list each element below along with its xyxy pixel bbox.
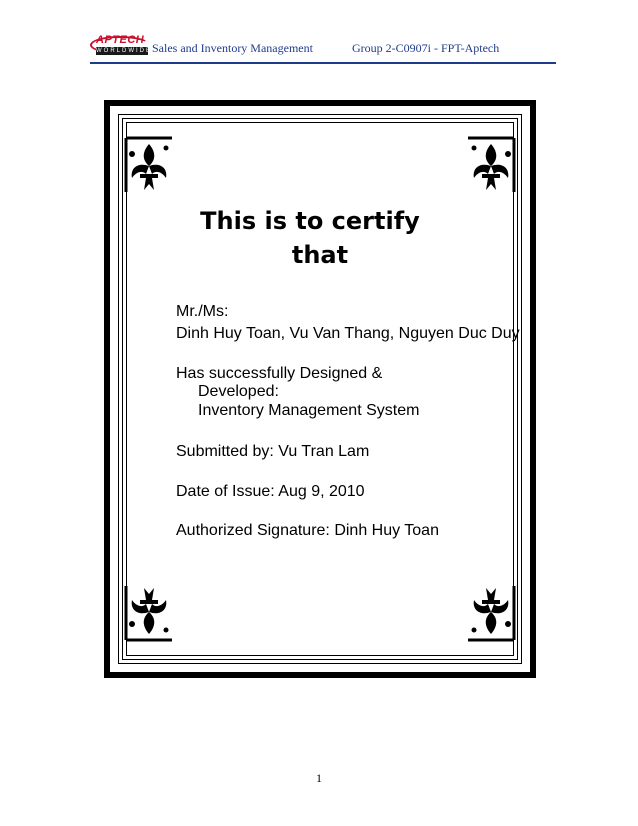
project-name: Inventory Management System [198, 402, 420, 419]
authorized-signature: Authorized Signature: Dinh Huy Toan [176, 522, 439, 539]
header-rule [90, 62, 556, 64]
fleur-de-lis-icon [464, 582, 518, 644]
fleur-de-lis-icon [122, 134, 176, 196]
border-line [126, 122, 514, 656]
fleur-de-lis-icon [464, 134, 518, 196]
achievement-line1: Has successfully Designed & [176, 365, 383, 382]
submitted-by: Submitted by: Vu Tran Lam [176, 443, 370, 460]
logo-word: APTECH [96, 34, 145, 46]
certificate-border [104, 100, 536, 678]
certificate-title [104, 204, 536, 272]
recipients-label: Mr./Ms: [176, 303, 229, 320]
fleur-de-lis-icon [122, 582, 176, 644]
certificate-title-line1: This is to certify [200, 207, 420, 235]
achievement-line2: Developed: [198, 383, 279, 400]
date-of-issue: Date of Issue: Aug 9, 2010 [176, 483, 365, 500]
logo-subtext: WORLDWIDE [96, 48, 152, 54]
header-group: Group 2-C0907i - FPT-Aptech [352, 41, 500, 55]
page-header [90, 30, 556, 64]
certificate-title-line2: that [291, 241, 349, 269]
page-number: 1 [316, 771, 322, 785]
aptech-logo [90, 34, 152, 58]
header-title: Sales and Inventory Management [152, 41, 313, 55]
recipients: Dinh Huy Toan, Vu Van Thang, Nguyen Duc Duy [176, 325, 520, 342]
